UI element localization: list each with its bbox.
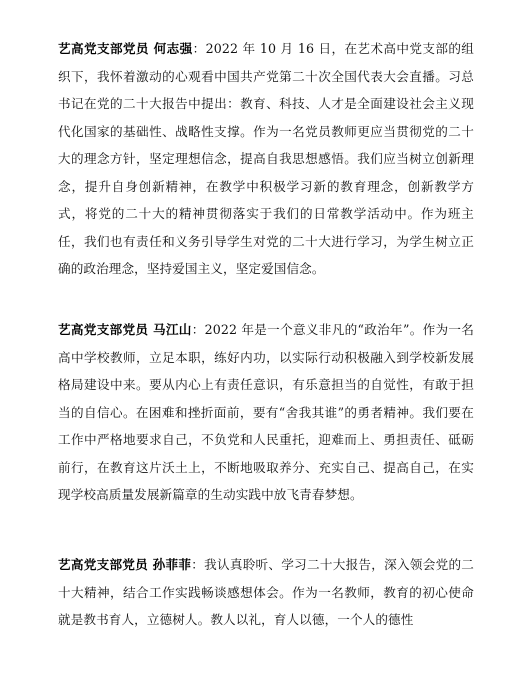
paragraph-sun-feifei bbox=[58, 551, 474, 634]
paragraph-text: ：2022 年 10 月 16 日，在艺术高中党支部的组织下，我怀着激动的心观看中国共产党第二十次全国代表大会直播。习总书记在党的二十大报告中提出：教育、科技、人才是全面建设社会主义现代化国家的基础性、战略性支撑。作为一名党员教师更应当贯彻党的二十大的理念方针，坚定理想信念，提高自我思想感悟。我们应当树立创新理念，提升自身创新精神，在教学中积极学习新的教育理念，创新教学方式，将党的二十大的精神贯彻落实于我们的日常教学活动中。作为班主任，我们也有责任和义务引导学生对党的二十大进行学习，为学生树立正确的政治理念，坚持爱国主义，坚定爱国信念。 bbox=[58, 41, 475, 276]
paragraph-he-zhiqiang bbox=[58, 35, 474, 283]
paragraph-text: ：2022 年是一个意义非凡的“政治年”。作为一名高中学校教师，立足本职，练好内功，以实际行动积极融入到学校新发展格局建设中来。要从内心上有责任意识，有乐意担当的自觉性，有敢于担当的自信心。在困难和挫折面前，要有“舍我其谁”的勇者精神。我们要在工作中严格地要求自己，不负党和人民重托，迎难而上、勇担责任、砥砺前行，在教育这片沃土上，不断地吸取养分、充实自己、提高自己，在实现学校高质量发展新篇章的生动实践中放飞青春梦想。 bbox=[58, 322, 474, 502]
paragraph-ma-jiangshan bbox=[58, 316, 474, 509]
speaker-name: 艺高党支部党员 马江山 bbox=[58, 322, 192, 337]
speaker-name: 艺高党支部党员 孙菲菲 bbox=[58, 557, 192, 572]
speaker-name: 艺高党支部党员 何志强 bbox=[58, 41, 193, 56]
paragraph-text: ：我认真聆听、学习二十大报告，深入领会党的二十大精神，结合工作实践畅谈感想体会。作为一名教师，教育的初心使命就是教书育人，立德树人。教人以礼，育人以德，一个人的德性 bbox=[58, 557, 474, 627]
